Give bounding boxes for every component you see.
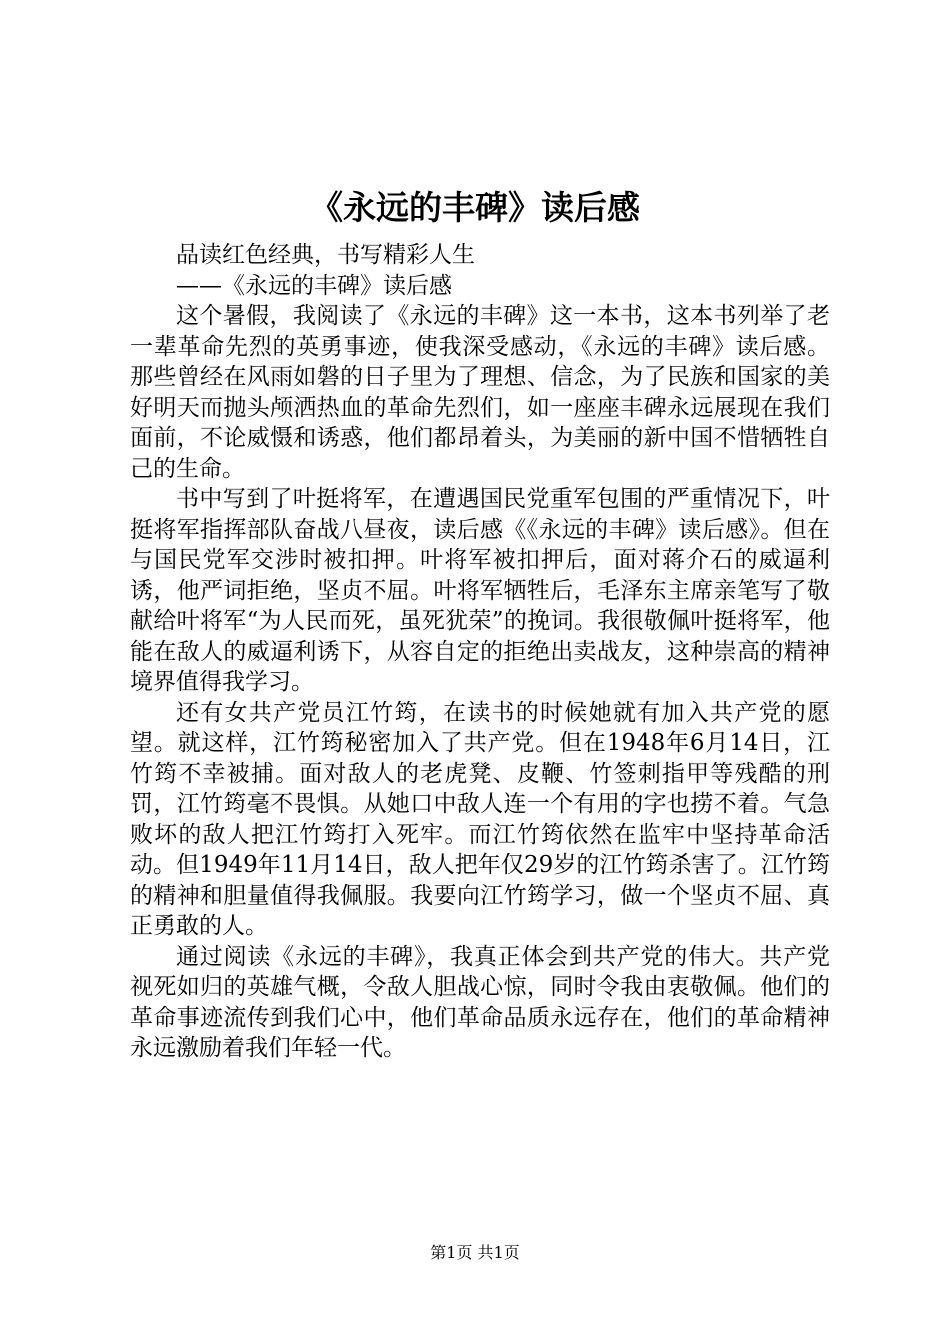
subtitle: 品读红色经典，书写精彩人生 [176,242,475,268]
body-paragraph-3: 还有女共产党员江竹筠，在读书的时候她就有加入共产党的愿望。就这样，江竹筠秘密加入了共产党。但在1948年6月14日，江竹筠不幸被捕。面对敌人的老虎凳、皮鞭、竹签刺指甲等残酷的刑罚，江竹筠毫不畏惧。从她口中敌人连一个有用的字也捞不着。气急败坏的敌人把江竹筠打入死牢。而江竹筠依然在监牢中坚持革命活动。但1949年11月14日，敌人把年仅29岁的江竹筠杀害了。江竹筠的精神和胆量值得我佩服。我要向江竹筠学习，做一个坚贞不屈、真正勇敢的人。 [130,699,830,939]
body-paragraph-4: 通过阅读《永远的丰碑》，我真正体会到共产党的伟大。共产党视死如归的英雄气概，令敌人胆战心惊，同时令我由衷敬佩。他们的革命事迹流传到我们心中，他们革命品质永远存在，他们的革命精神永远激励着我们年轻一代。 [130,943,830,1061]
document-body [130,240,830,1064]
body-paragraph-2: 书中写到了叶挺将军，在遭遇国民党重军包围的严重情况下，叶挺将军指挥部队奋战八昼夜，读后感《《永远的丰碑》读后感》。但在与国民党军交涉时被扣押。叶将军被扣押后，面对蒋介石的威逼利诱，他严词拒绝，坚贞不屈。叶将军牺牲后，毛泽东主席亲笔写了敬献给叶将军“为人民而死，虽死犹荣”的挽词。我很敬佩叶挺将军，他能在敌人的威逼利诱下，从容自定的拒绝出卖战友，这种崇高的精神境界值得我学习。 [130,486,830,695]
page-title: 《永远的丰碑》读后感 [310,188,640,227]
subtitle-secondary: ——《永远的丰碑》读后感 [176,272,452,299]
body-paragraph-1: 这个暑假，我阅读了《永远的丰碑》这一本书，这本书列举了老一辈革命先烈的英勇事迹，使我深受感动，《永远的丰碑》读后感。那些曾经在风雨如磐的日子里为了理想、信念，为了民族和国家的美好明天而抛头颅洒热血的革命先烈们，如一座座丰碑永远展现在我们面前，不论威慑和诱惑，他们都昂着头，为美丽的新中国不惜牺牲自己的生命。 [130,303,830,482]
page-number-footer: 第1页 共1页 [430,1243,520,1262]
